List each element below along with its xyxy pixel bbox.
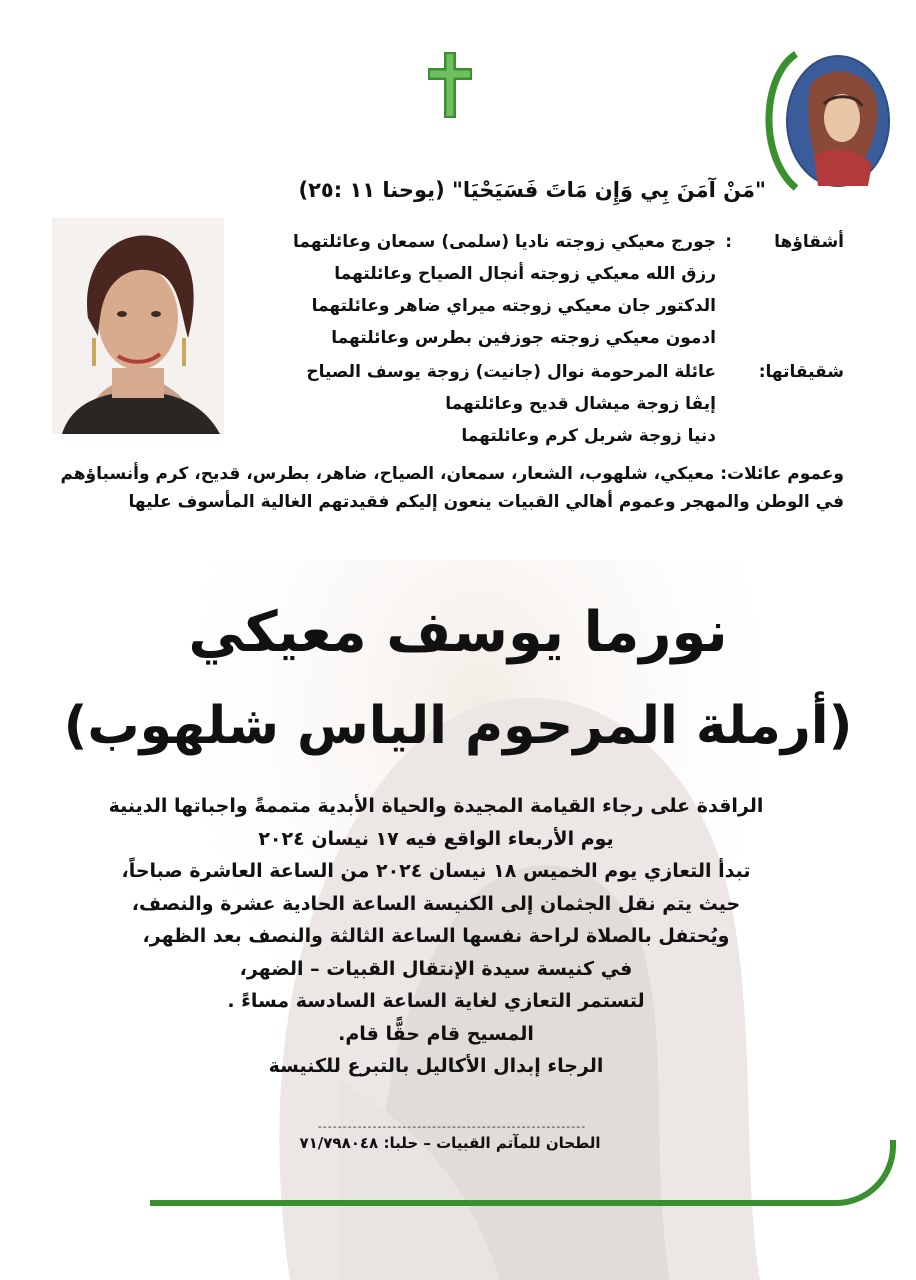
virgin-mary-medallion <box>752 46 892 196</box>
brothers-colon: : <box>725 232 732 252</box>
cross-icon <box>428 52 472 118</box>
brother-line: الدكتور جان معيكي زوجته ميراي ضاهر وعائلتهما <box>311 296 716 316</box>
families-paragraph: وعموم عائلات: معيكي، شلهوب، الشعار، سمعان، الصياح، ضاهر، بطرس، قديح، كرم وأنسباؤهم في الوطن والمهجر وعموم أهالي القبيات ينعون إليكم فقيدتهم الغالية المأسوف عليها <box>60 464 844 512</box>
details-line: ويُحتفل بالصلاة لراحة نفسها الساعة الثالثة والنصف بعد الظهر، <box>142 925 730 947</box>
details-line: الراقدة على رجاء القيامة المجيدة والحياة الأبدية متممةً واجباتها الدينية <box>108 795 764 817</box>
details-line: في كنيسة سيدة الإنتقال القبيات – الضهر، <box>239 957 633 980</box>
details-line: تبدأ التعازي يوم الخميس ١٨ نيسان ٢٠٢٤ من الساعة العاشرة صباحاً، <box>121 860 751 882</box>
brother-line: ادمون معيكي زوجته جوزفين بطرس وعائلتهما <box>331 328 716 348</box>
sister-line: عائلة المرحومة نوال (جانيت) زوجة يوسف الصياح <box>306 362 716 382</box>
sister-line: دنيا زوجة شربل كرم وعائلتهما <box>461 426 716 446</box>
deceased-name: نورما يوسف معيكي <box>188 600 728 665</box>
details-line: الرجاء إبدال الأكاليل بالتبرع للكنيسة <box>268 1055 604 1077</box>
sisters-label: شقيقاتها: <box>758 362 844 382</box>
bible-verse: "مَنْ آمَنَ بِي وَإِن مَاتَ فَسَيَحْيَا" (يوحنا ١١ :٢٥) <box>298 178 766 202</box>
details-line: لتستمر التعازي لغاية الساعة السادسة مساءً . <box>227 990 645 1012</box>
widow-of-line: (أرملة المرحوم الياس شلهوب) <box>63 696 853 756</box>
funeral-home-footer: الطحان للمآتم القبيات – حلبا: ٧١/٧٩٨٠٤٨ <box>299 1134 601 1152</box>
details-line: حيث يتم نقل الجثمان إلى الكنيسة الساعة الحادية عشرة والنصف، <box>131 892 741 915</box>
sister-line: إيڤا زوجة ميشال قديح وعائلتهما <box>445 394 716 414</box>
brother-line: جورج معيكي زوجته ناديا (سلمى) سمعان وعائلتهما <box>293 232 716 252</box>
brothers-label: أشقاؤها <box>774 232 844 252</box>
funeral-details <box>56 790 816 1083</box>
deceased-photo <box>52 218 224 434</box>
details-line: المسيح قام حقًّا قام. <box>338 1022 534 1045</box>
details-line: يوم الأربعاء الواقع فيه ١٧ نيسان ٢٠٢٤ <box>258 827 614 850</box>
brother-line: رزق الله معيكي زوجته أنجال الصياح وعائلتهما <box>334 264 716 284</box>
separator-line: ------------------------------------------------------ <box>317 1120 587 1133</box>
